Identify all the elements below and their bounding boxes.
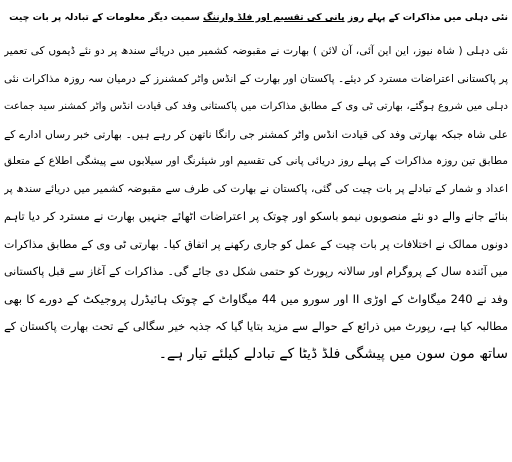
headline: [4, 6, 508, 30]
headline-underlined-phrase: پانی کی تقسیم اور فلڈ وارننگ: [203, 12, 345, 23]
body-line-11: مطالبہ کیا ہے، رپورٹ میں ذرائع کے حوالے سے مزید بتایا گیا کہ جذبہ خیر سگالی کے تحت بھارت پاکستان کے: [4, 320, 508, 333]
body-line-6: اعداد و شمار کے تبادلے پر بات چیت کی گئی، پاکستان نے بھارت کی طرف سے مقبوضہ کشمیر میں دریائے سندھ پر: [4, 182, 508, 195]
body-line-1: نئی دہلی ( شاہ نیوز، این این آئی، آن لائن ) بھارت نے مقبوضہ کشمیر میں دریائے سندھ پر دو نئے ڈیموں کی تعمیر: [4, 45, 508, 57]
body-line-10: وفد نے 240 میگاواٹ کے اوڑی II اور سورو میں 44 میگاواٹ کے چوتک ہائیڈرل پروجیکٹ کے دورے کا بھی: [4, 291, 508, 306]
body-line-12: ساتھ مون سون میں پیشگی فلڈ ڈیٹا کے تبادلے کیلئے تیار ہے۔: [158, 345, 508, 362]
body-line-9: میں آئندہ سال کے پروگرام اور سالانہ رپورٹ کو حتمی شکل دی جائے گی۔ مذاکرات کے آغاز سے قبل پاکستانی: [4, 265, 508, 278]
body-line-8: دونوں ممالک نے اختلافات پر بات چیت کے عمل کو جاری رکھنے پر اتفاق کیا۔ بھارتی ٹی وی کے مطابق مذاکرات: [4, 237, 508, 251]
body-line-2: پر پاکستانی اعتراضات مسترد کر دیئے۔ پاکستان اور بھارت کے انڈس واٹر کمشنرز کے درمیان سہ روزہ مذاکرات نئی: [4, 72, 508, 85]
body-line-7: بنائے جانے والے دو نئے منصوبوں نیمو باسکو اور چوتک پر اعتراضات اٹھائے جنہیں بھارت نے مسترد کر دیا تاہم: [4, 210, 508, 223]
headline-part-3: سمیت دیگر معلومات کے تبادلہ پر بات چیت: [9, 12, 204, 23]
body-line-3: دہلی میں شروع ہوگئے، بھارتی ٹی وی کے مطابق مذاکرات میں پاکستانی وفد کی قیادت انڈس واٹر کمشنر سید جماعت: [4, 101, 508, 112]
article-body: [4, 38, 508, 368]
body-line-5: مطابق تین روزہ مذاکرات کے پہلے روز دریائی پانی کی تقسیم اور شیئرنگ اور سیلابوں سے پیشگی اطلاع کے متعلق: [4, 155, 508, 167]
body-line-4: علی شاہ جبکہ بھارتی وفد کی قیادت انڈس واٹر کمشنر جی رانگا ناتھن کر رہے ہیں۔ بھارتی خبر رساں ادارے کے: [4, 127, 508, 141]
headline-part-1: نئی دہلی میں مذاکرات کے پہلے روز: [344, 12, 508, 23]
